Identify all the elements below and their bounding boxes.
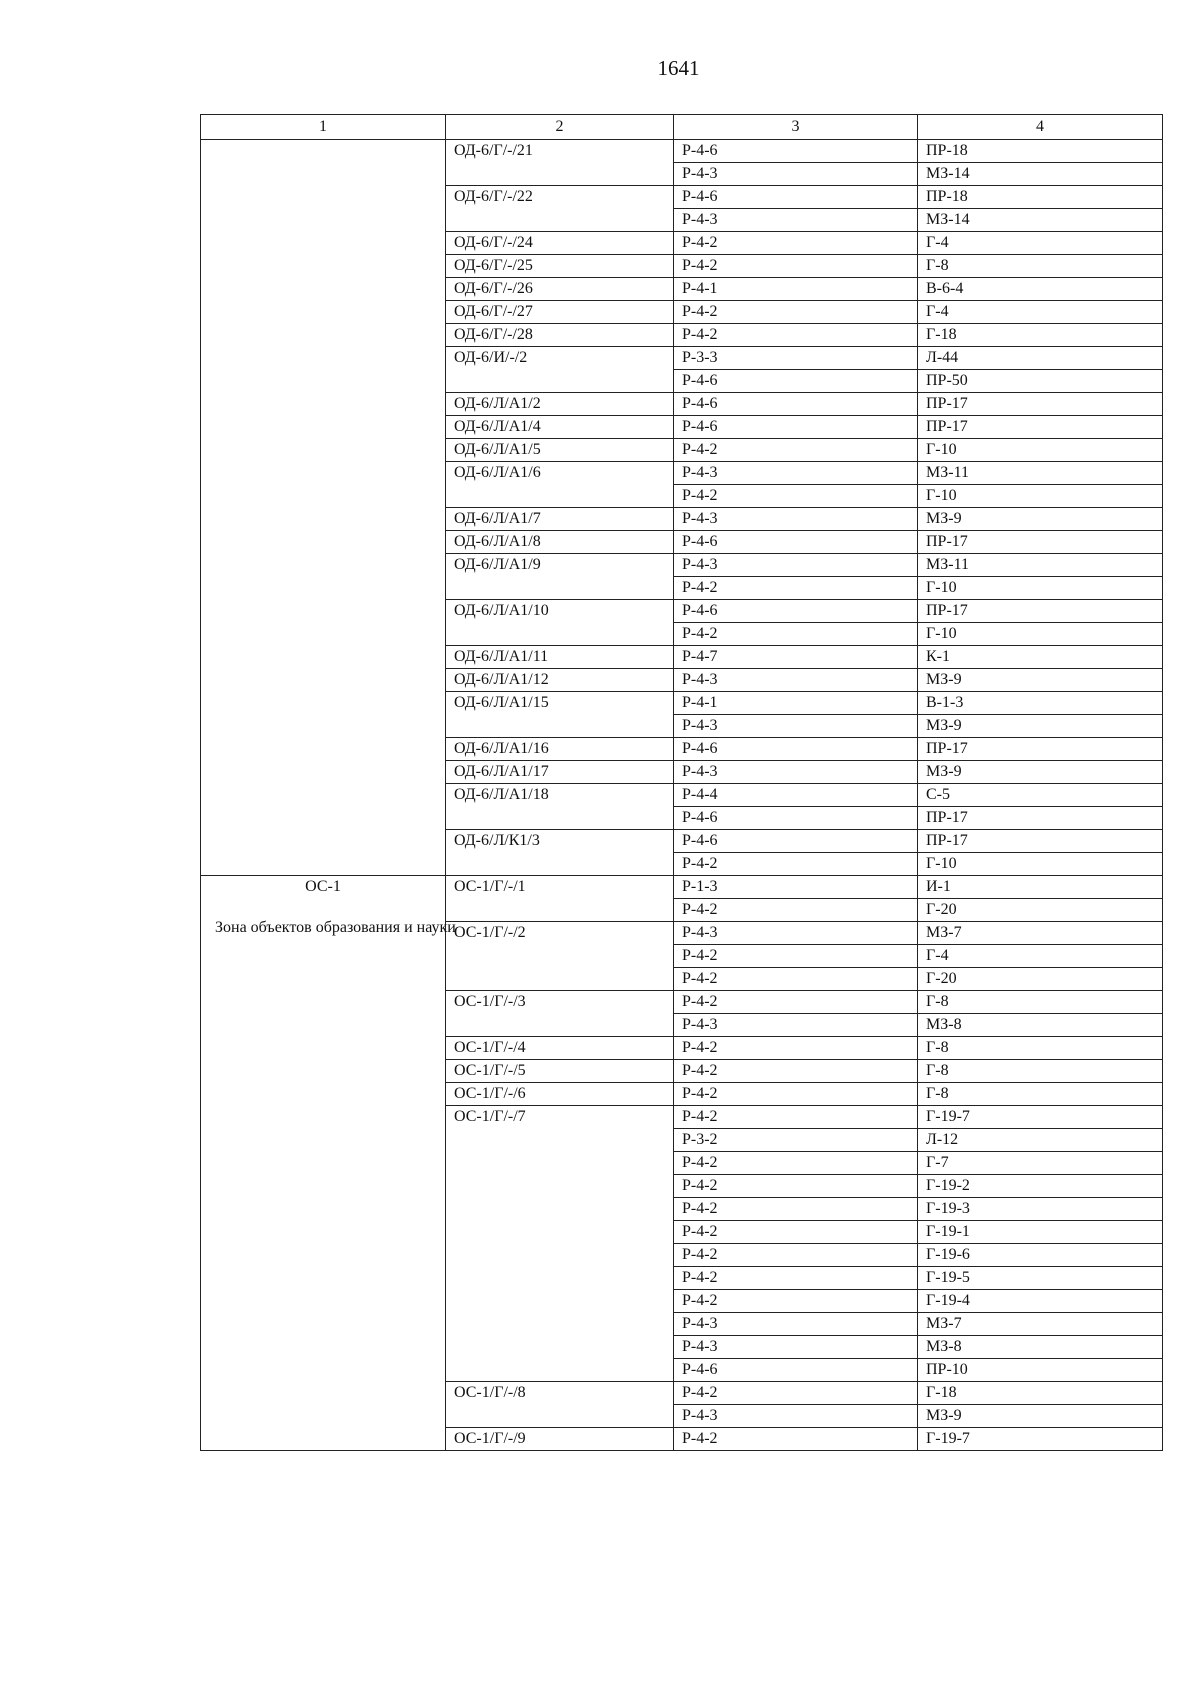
parameter-code-cell: Г-8	[918, 991, 1163, 1014]
parameter-code-cell: Г-4	[918, 232, 1163, 255]
column-header-2: 2	[446, 115, 674, 140]
zone-name: Зона объектов образования и науки	[215, 919, 456, 936]
page-number: 1641	[657, 56, 700, 80]
parameter-code-cell: ПР-18	[918, 186, 1163, 209]
zone-cell	[201, 140, 446, 876]
regulation-code-cell: Р-4-6	[674, 186, 918, 209]
territory-code-cell: ОД-6/Л/А1/7	[446, 508, 674, 531]
regulation-code-cell: Р-4-2	[674, 1198, 918, 1221]
regulation-code-cell: Р-4-2	[674, 1175, 918, 1198]
regulation-code-cell: Р-4-7	[674, 646, 918, 669]
parameter-code-cell: ПР-18	[918, 140, 1163, 163]
territory-code-cell: ОД-6/Л/А1/2	[446, 393, 674, 416]
parameter-code-cell: Г-20	[918, 968, 1163, 991]
parameter-code-cell: Г-19-1	[918, 1221, 1163, 1244]
parameter-code-cell: ПР-17	[918, 807, 1163, 830]
parameter-code-cell: Г-8	[918, 255, 1163, 278]
regulation-code-cell: Р-4-3	[674, 922, 918, 945]
column-header-1: 1	[201, 115, 446, 140]
regulation-code-cell: Р-3-2	[674, 1129, 918, 1152]
parameter-code-cell: МЗ-7	[918, 922, 1163, 945]
parameter-code-cell: МЗ-14	[918, 163, 1163, 186]
regulation-code-cell: Р-4-3	[674, 554, 918, 577]
parameter-code-cell: Г-4	[918, 945, 1163, 968]
territory-code-cell: ОД-6/Г/-/21	[446, 140, 674, 186]
zone-cell	[201, 876, 456, 1451]
territory-code-cell: ОД-6/Л/А1/8	[446, 531, 674, 554]
regulation-code-cell: Р-1-3	[674, 876, 918, 899]
parameter-code-cell: МЗ-9	[918, 508, 1163, 531]
regulation-code-cell: Р-4-3	[674, 1313, 918, 1336]
territory-code-cell: ОД-6/Г/-/26	[446, 278, 674, 301]
regulation-code-cell: Р-4-2	[674, 1083, 918, 1106]
regulation-code-cell: Р-4-2	[674, 577, 918, 600]
parameter-code-cell: Г-19-7	[918, 1106, 1163, 1129]
parameter-code-cell: МЗ-7	[918, 1313, 1163, 1336]
regulation-code-cell: Р-4-3	[674, 163, 918, 186]
parameter-code-cell: МЗ-11	[918, 554, 1163, 577]
regulation-code-cell: Р-4-2	[674, 439, 918, 462]
regulation-code-cell: Р-4-2	[674, 623, 918, 646]
regulation-code-cell: Р-4-2	[674, 485, 918, 508]
territory-code-cell: ОД-6/Л/А1/6	[446, 462, 674, 508]
territory-code-cell: ОД-6/Л/А1/16	[446, 738, 674, 761]
parameter-code-cell: ПР-17	[918, 600, 1163, 623]
regulation-code-cell: Р-4-6	[674, 807, 918, 830]
parameter-code-cell: ПР-17	[918, 738, 1163, 761]
parameter-code-cell: Г-20	[918, 899, 1163, 922]
regulation-code-cell: Р-4-2	[674, 968, 918, 991]
regulation-table	[200, 114, 1163, 1451]
parameter-code-cell: Г-18	[918, 1382, 1163, 1405]
parameter-code-cell: Г-10	[918, 853, 1163, 876]
parameter-code-cell: Г-8	[918, 1083, 1163, 1106]
regulation-code-cell: Р-4-2	[674, 853, 918, 876]
parameter-code-cell: Г-18	[918, 324, 1163, 347]
parameter-code-cell: МЗ-8	[918, 1014, 1163, 1037]
regulation-code-cell: Р-4-6	[674, 830, 918, 853]
parameter-code-cell: МЗ-8	[918, 1336, 1163, 1359]
regulation-code-cell: Р-4-2	[674, 1382, 918, 1405]
regulation-code-cell: Р-4-6	[674, 1359, 918, 1382]
table-row	[201, 876, 1163, 899]
parameter-code-cell: Г-19-5	[918, 1267, 1163, 1290]
parameter-code-cell: ПР-17	[918, 416, 1163, 439]
territory-code-cell: ОД-6/Л/А1/12	[446, 669, 674, 692]
regulation-code-cell: Р-4-2	[674, 301, 918, 324]
regulation-code-cell: Р-4-6	[674, 370, 918, 393]
regulation-code-cell: Р-4-2	[674, 1060, 918, 1083]
parameter-code-cell: Г-8	[918, 1037, 1163, 1060]
regulation-code-cell: Р-4-6	[674, 416, 918, 439]
regulation-code-cell: Р-4-3	[674, 1405, 918, 1428]
territory-code-cell: ОД-6/Л/А1/17	[446, 761, 674, 784]
regulation-code-cell: Р-4-2	[674, 1221, 918, 1244]
regulation-code-cell: Р-4-6	[674, 140, 918, 163]
regulation-code-cell: Р-4-6	[674, 600, 918, 623]
table-row	[201, 140, 1163, 163]
territory-code-cell: ОС-1/Г/-/6	[446, 1083, 674, 1106]
regulation-code-cell: Р-4-3	[674, 1336, 918, 1359]
parameter-code-cell: Г-7	[918, 1152, 1163, 1175]
parameter-code-cell: МЗ-11	[918, 462, 1163, 485]
regulation-code-cell: Р-4-3	[674, 715, 918, 738]
territory-code-cell: ОД-6/Г/-/24	[446, 232, 674, 255]
parameter-code-cell: В-6-4	[918, 278, 1163, 301]
parameter-code-cell: В-1-3	[918, 692, 1163, 715]
parameter-code-cell: Г-10	[918, 439, 1163, 462]
parameter-code-cell: С-5	[918, 784, 1163, 807]
regulation-code-cell: Р-4-3	[674, 1014, 918, 1037]
territory-code-cell: ОД-6/Л/А1/15	[446, 692, 674, 738]
parameter-code-cell: Г-10	[918, 485, 1163, 508]
parameter-code-cell: Г-8	[918, 1060, 1163, 1083]
parameter-code-cell: Г-19-4	[918, 1290, 1163, 1313]
parameter-code-cell: Г-19-6	[918, 1244, 1163, 1267]
parameter-code-cell: ПР-10	[918, 1359, 1163, 1382]
parameter-code-cell: Г-19-7	[918, 1428, 1163, 1451]
column-header-4: 4	[918, 115, 1163, 140]
territory-code-cell: ОС-1/Г/-/8	[446, 1382, 674, 1428]
parameter-code-cell: МЗ-9	[918, 1405, 1163, 1428]
regulation-code-cell: Р-4-2	[674, 1290, 918, 1313]
parameter-code-cell: И-1	[918, 876, 1163, 899]
regulation-code-cell: Р-4-2	[674, 1267, 918, 1290]
parameter-code-cell: Л-44	[918, 347, 1163, 370]
territory-code-cell: ОД-6/Г/-/28	[446, 324, 674, 347]
regulation-code-cell: Р-4-3	[674, 508, 918, 531]
parameter-code-cell: Г-10	[918, 577, 1163, 600]
regulation-code-cell: Р-4-2	[674, 232, 918, 255]
regulation-code-cell: Р-4-3	[674, 209, 918, 232]
territory-code-cell: ОС-1/Г/-/3	[446, 991, 674, 1037]
parameter-code-cell: К-1	[918, 646, 1163, 669]
territory-code-cell: ОС-1/Г/-/1	[446, 876, 674, 922]
territory-code-cell: ОД-6/Л/А1/18	[446, 784, 674, 830]
table-body	[201, 140, 1163, 1451]
territory-code-cell: ОД-6/Л/А1/4	[446, 416, 674, 439]
parameter-code-cell: МЗ-14	[918, 209, 1163, 232]
parameter-code-cell: ПР-17	[918, 393, 1163, 416]
parameter-code-cell: Г-4	[918, 301, 1163, 324]
parameter-code-cell: ПР-50	[918, 370, 1163, 393]
regulation-code-cell: Р-4-1	[674, 692, 918, 715]
territory-code-cell: ОД-6/Г/-/22	[446, 186, 674, 232]
territory-code-cell: ОС-1/Г/-/9	[446, 1428, 674, 1451]
parameter-code-cell: Г-19-3	[918, 1198, 1163, 1221]
territory-code-cell: ОС-1/Г/-/4	[446, 1037, 674, 1060]
zone-code: ОС-1	[305, 878, 341, 895]
regulation-code-cell: Р-3-3	[674, 347, 918, 370]
regulation-code-cell: Р-4-1	[674, 278, 918, 301]
regulation-code-cell: Р-4-2	[674, 255, 918, 278]
territory-code-cell: ОД-6/Л/А1/9	[446, 554, 674, 600]
regulation-code-cell: Р-4-6	[674, 531, 918, 554]
regulation-code-cell: Р-4-4	[674, 784, 918, 807]
regulation-code-cell: Р-4-2	[674, 324, 918, 347]
parameter-code-cell: Г-19-2	[918, 1175, 1163, 1198]
parameter-code-cell: Л-12	[918, 1129, 1163, 1152]
table-header	[201, 115, 1163, 140]
regulation-code-cell: Р-4-2	[674, 991, 918, 1014]
territory-code-cell: ОД-6/Л/А1/5	[446, 439, 674, 462]
regulation-code-cell: Р-4-3	[674, 761, 918, 784]
regulation-code-cell: Р-4-2	[674, 1152, 918, 1175]
parameter-code-cell: МЗ-9	[918, 669, 1163, 692]
regulation-code-cell: Р-4-2	[674, 1106, 918, 1129]
parameter-code-cell: ПР-17	[918, 531, 1163, 554]
territory-code-cell: ОС-1/Г/-/2	[446, 922, 674, 991]
regulation-code-cell: Р-4-2	[674, 899, 918, 922]
territory-code-cell: ОД-6/Г/-/27	[446, 301, 674, 324]
parameter-code-cell: МЗ-9	[918, 715, 1163, 738]
territory-code-cell: ОД-6/Л/А1/10	[446, 600, 674, 646]
territory-code-cell: ОС-1/Г/-/7	[446, 1106, 674, 1382]
territory-code-cell: ОД-6/Л/К1/3	[446, 830, 674, 876]
territory-code-cell: ОД-6/Л/А1/11	[446, 646, 674, 669]
territory-code-cell: ОД-6/И/-/2	[446, 347, 674, 393]
regulation-code-cell: Р-4-3	[674, 462, 918, 485]
parameter-code-cell: МЗ-9	[918, 761, 1163, 784]
parameter-code-cell: Г-10	[918, 623, 1163, 646]
regulation-code-cell: Р-4-2	[674, 1244, 918, 1267]
territory-code-cell: ОС-1/Г/-/5	[446, 1060, 674, 1083]
regulation-code-cell: Р-4-6	[674, 393, 918, 416]
regulation-code-cell: Р-4-2	[674, 945, 918, 968]
regulation-code-cell: Р-4-2	[674, 1037, 918, 1060]
regulation-code-cell: Р-4-2	[674, 1428, 918, 1451]
parameter-code-cell: ПР-17	[918, 830, 1163, 853]
territory-code-cell: ОД-6/Г/-/25	[446, 255, 674, 278]
regulation-code-cell: Р-4-3	[674, 669, 918, 692]
regulation-code-cell: Р-4-6	[674, 738, 918, 761]
column-header-3: 3	[674, 115, 918, 140]
